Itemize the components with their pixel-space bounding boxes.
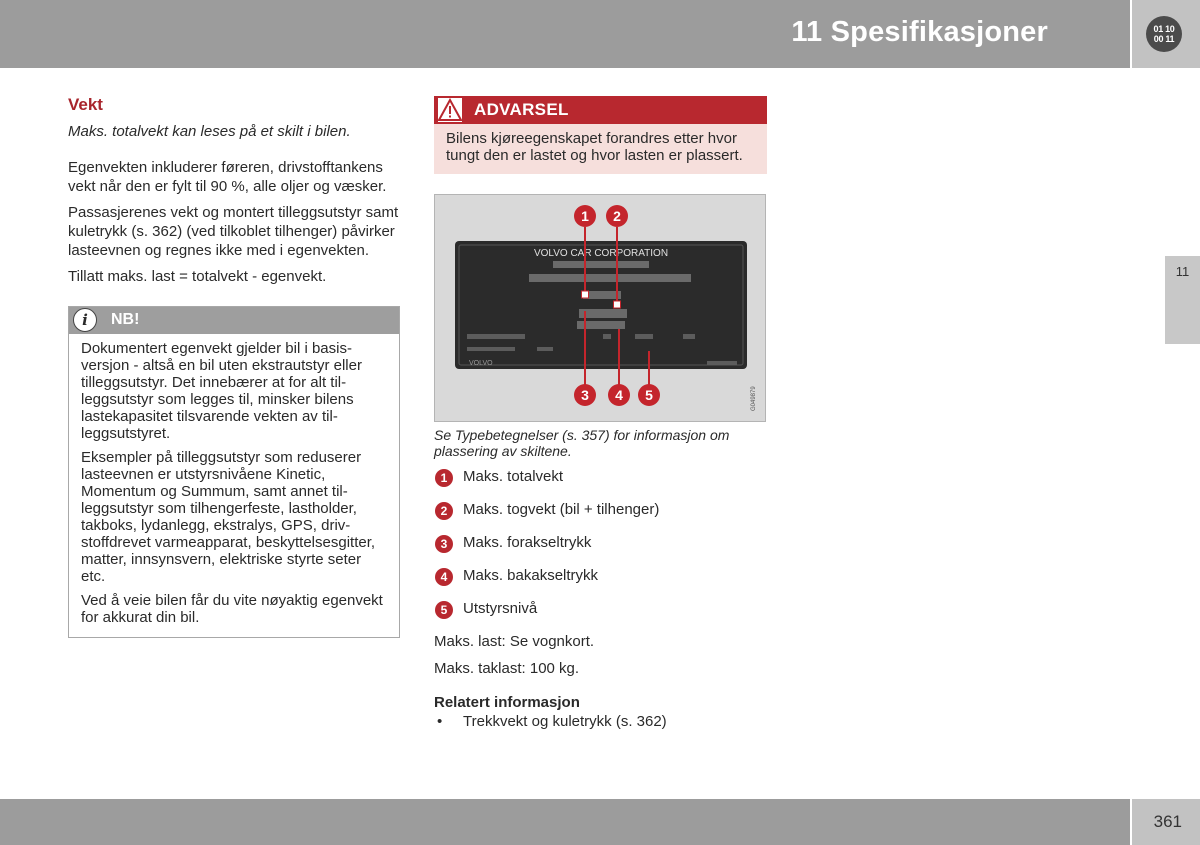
marker-1-label: 1 <box>581 208 589 224</box>
related-link[interactable] <box>434 712 767 731</box>
page-footer <box>0 799 1130 845</box>
image-code: G049879 <box>751 386 757 411</box>
callout-number: 3 <box>435 535 453 553</box>
vekt-para-1: Egenvekten inkluderer føreren, drivstofftankens vekt når den er fylt til 90 %, alle oljer og væsker. <box>68 159 387 195</box>
note-header <box>69 307 399 334</box>
plate-logo: VOLVO <box>469 360 493 367</box>
section-title-vekt: Vekt <box>68 95 103 114</box>
callout-number: 5 <box>435 601 453 619</box>
related-link-text[interactable]: Trekkvekt og kuletrykk (s. 362) <box>463 713 667 730</box>
callout-text: Utstyrsnivå <box>463 600 538 617</box>
right-column <box>434 96 767 731</box>
note-label: NB! <box>111 311 140 328</box>
plate-bar <box>683 334 695 339</box>
page-number-box <box>1132 799 1200 845</box>
warning-body <box>434 124 767 174</box>
side-tab-label: 11 <box>1175 264 1190 279</box>
chapter-title: 11 Spesifikasjoner <box>791 16 1048 48</box>
plate-title: VOLVO CAR CORPORATION <box>533 248 669 259</box>
callout-item <box>434 502 767 535</box>
callout-text: Maks. forakseltrykk <box>463 534 592 551</box>
weight-plate-figure <box>434 194 766 422</box>
callout-number: 2 <box>435 502 453 520</box>
plate-bar <box>635 334 653 339</box>
plate-bar <box>467 347 515 351</box>
page-number: 361 <box>1153 812 1182 831</box>
callout-text: Maks. togvekt (bil + tilhenger) <box>463 501 660 518</box>
note-box <box>68 306 400 638</box>
callout-item <box>434 601 767 628</box>
left-column <box>68 94 400 638</box>
chapter-badge <box>1132 0 1200 68</box>
chapter-icon <box>1146 16 1182 52</box>
leader-anchor <box>582 291 589 298</box>
plate-bar <box>553 261 649 268</box>
note-para-3: Ved å veie bilen får du vite nøyaktig egenvekt for akkurat din bil. <box>81 592 383 626</box>
callout-number: 1 <box>435 469 453 487</box>
note-body <box>69 334 399 637</box>
chapter-side-tab[interactable] <box>1165 256 1200 344</box>
callout-text: Maks. totalvekt <box>463 468 564 485</box>
vekt-intro: Maks. totalvekt kan leses på et skilt i bilen. <box>68 123 351 140</box>
vekt-para-3: Tillatt maks. last = totalvekt - egenvekt. <box>68 268 327 285</box>
plate-bar <box>707 361 737 365</box>
warning-label: ADVARSEL <box>474 100 569 119</box>
weight-plate-illustration <box>435 195 765 421</box>
leader-anchor <box>614 301 621 308</box>
marker-3-label: 3 <box>581 387 589 403</box>
plate-bar <box>603 334 611 339</box>
note-para-2: Eksempler på tilleggsutstyr som reduserer lasteevnen er utstyrsnivåene Kinetic, Momentum og Summum, samt annet tilleggsutstyr som tilhengerfeste, lastholder, takboks, lydanlegg, ekstralys, GPS, drivstoffdrevet varmeapparat, beskyttelsesgitter, matter, innsynsvern, elektriske styrte seter etc. <box>81 449 376 585</box>
plate-bar <box>537 347 553 351</box>
marker-4-label: 4 <box>615 387 623 403</box>
plate-bar <box>467 334 525 339</box>
marker-2-label: 2 <box>613 208 621 224</box>
chapter-icon-line1: 01 10 <box>1153 24 1175 34</box>
callout-item <box>434 469 767 502</box>
callout-item <box>434 535 767 568</box>
plate-bar <box>579 309 627 318</box>
related-info-title: Relatert informasjon <box>434 694 580 711</box>
figure-caption: Se Typebetegnelser (s. 357) for informasjon om plassering av skiltene. <box>434 427 730 459</box>
warning-triangle-icon <box>438 98 462 122</box>
max-roof-load-text: Maks. taklast: 100 kg. <box>434 660 580 677</box>
page-header <box>0 0 1130 68</box>
callout-item <box>434 568 767 601</box>
chapter-icon-line2: 00 11 <box>1153 34 1175 44</box>
callout-list <box>434 469 767 628</box>
callout-text: Maks. bakakseltrykk <box>463 567 599 584</box>
warning-box <box>434 96 767 174</box>
vekt-para-2: Passasjerenes vekt og montert tilleggsutstyr samt kuletrykk (s. 362) (ved tilkoblet tilhenger) påvirker lasteevnen og regnes ikke med i egenvekten. <box>68 204 399 259</box>
warning-header <box>434 96 767 124</box>
callout-number: 4 <box>435 568 453 586</box>
max-load-text: Maks. last: Se vognkort. <box>434 633 595 650</box>
bullet: • <box>437 713 443 730</box>
plate-bar <box>529 274 691 282</box>
info-icon: i <box>73 308 97 332</box>
marker-5-label: 5 <box>645 387 653 403</box>
warning-text: Bilens kjøreegenskapet forandres etter hvor tungt den er lastet og hvor lasten er plassert. <box>446 130 743 164</box>
note-para-1: Dokumentert egenvekt gjelder bil i basisversjon - altså en bil uten ekstrautstyr eller tilleggsutstyr. Det innebærer at for alt tilleggsutstyr som legges til, minsker bilens lastekapasitet tilsvarende vekten av tilleggsutstyret. <box>81 340 362 442</box>
